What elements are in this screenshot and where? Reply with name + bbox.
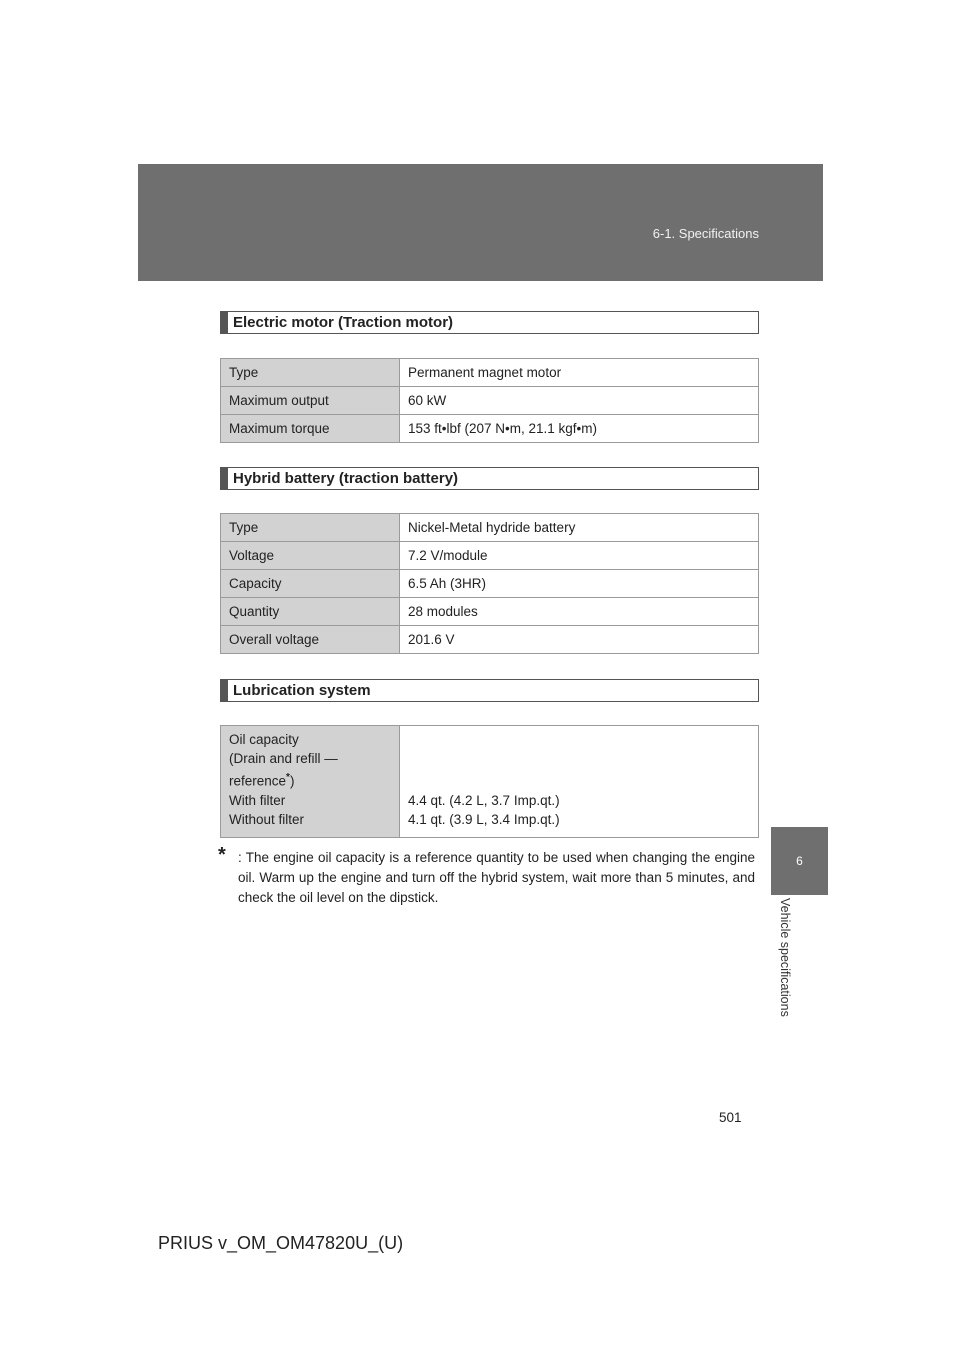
chapter-label: Vehicle specifications [778,898,792,1017]
spec-key: Capacity [221,570,400,598]
spec-key: Type [221,359,400,387]
spec-key: Voltage [221,542,400,570]
table-row [221,514,759,542]
without-filter-value: 4.1 qt. (3.9 L, 3.4 Imp.qt.) [408,811,560,827]
table-row [221,387,759,415]
spec-value: 153 ft•lbf (207 N•m, 21.1 kgf•m) [400,415,759,443]
table-row [221,726,759,838]
spec-value: 6.5 Ah (3HR) [400,570,759,598]
hybrid-battery-table [220,513,759,654]
with-filter-label: With filter [229,792,286,808]
lubrication-heading: Lubrication system [220,679,759,702]
footnote-star-icon: * [286,772,290,783]
electric-motor-table [220,358,759,443]
table-row [221,359,759,387]
footnote [218,844,755,908]
oil-capacity-key [221,726,400,838]
lubrication-table [220,725,759,838]
section-label: 6-1. Specifications [652,226,759,241]
page-number: 501 [719,1110,742,1125]
with-filter-value: 4.4 qt. (4.2 L, 3.7 Imp.qt.) [408,792,560,808]
hybrid-battery-heading: Hybrid battery (traction battery) [220,467,759,490]
table-row [221,626,759,654]
oil-drain-refill-label: (Drain and refill — [229,751,338,766]
header-band [138,164,823,281]
table-row [221,598,759,626]
spec-key: Maximum torque [221,415,400,443]
spec-key: Quantity [221,598,400,626]
table-row [221,570,759,598]
table-row [221,415,759,443]
spec-value: 7.2 V/module [400,542,759,570]
oil-capacity-values [400,726,759,838]
footnote-text: : The engine oil capacity is a reference quantity to be used when changing the engine oil. Warm up the engine and turn off the hybrid system, wait more than 5 minutes, and check the oil level on the dipstick. [238,850,755,905]
table-row [221,542,759,570]
spec-key: Type [221,514,400,542]
electric-motor-heading: Electric motor (Traction motor) [220,311,759,334]
footnote-star-icon: * [218,844,226,866]
spec-value: 60 kW [400,387,759,415]
oil-reference-label [229,768,399,791]
spec-value: Permanent magnet motor [400,359,759,387]
spec-key: Maximum output [221,387,400,415]
spec-value: Nickel-Metal hydride battery [400,514,759,542]
chapter-number: 6 [796,854,803,868]
chapter-tab [771,827,828,895]
reference-text: reference [229,773,287,789]
without-filter-label: Without filter [229,811,305,827]
document-code: PRIUS v_OM_OM47820U_(U) [158,1233,404,1253]
reference-close: ) [289,773,295,789]
spec-key: Overall voltage [221,626,400,654]
spec-value: 201.6 V [400,626,759,654]
spec-value: 28 modules [400,598,759,626]
oil-capacity-label: Oil capacity [229,732,299,747]
